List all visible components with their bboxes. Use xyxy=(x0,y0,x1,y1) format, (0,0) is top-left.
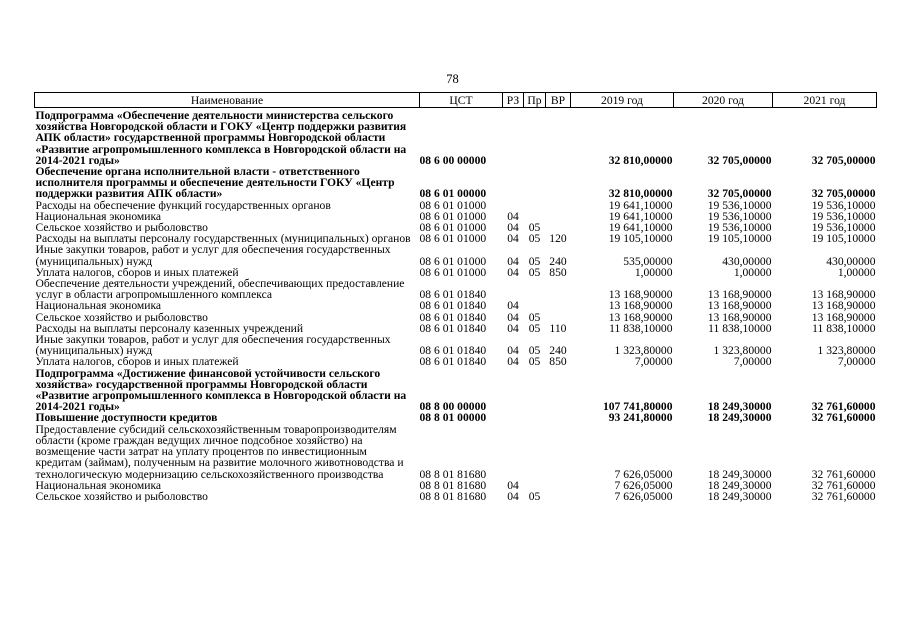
cell-cst: 08 6 01 01840 xyxy=(419,311,487,323)
cell-rz xyxy=(503,200,524,211)
cell-pr xyxy=(524,300,546,311)
cell-name: Повышение доступности кредитов xyxy=(35,412,218,424)
cell-pr: 05 xyxy=(528,233,541,245)
cell-name: Иные закупки товаров, работ и услуг для обеспечения государственных (муниципальных) нужд xyxy=(35,244,391,267)
cell-2021: 13 168,90000 xyxy=(811,311,876,323)
header-pr: Пр xyxy=(524,93,546,108)
table-row xyxy=(35,200,877,211)
cell-name: Обеспечение деятельности учреждений, обеспечивающих предоставление услуг в области агропромышленного комплекса xyxy=(35,278,405,301)
cell-2020: 11 838,10000 xyxy=(708,322,772,335)
cell-2020: 13 168,90000 xyxy=(707,288,772,301)
cell-2019: 7,00000 xyxy=(634,356,673,368)
cell-vr xyxy=(546,412,571,423)
header-2019: 2019 год xyxy=(571,93,674,108)
cell-2021: 13 168,90000 xyxy=(811,288,876,301)
table-row xyxy=(35,211,877,222)
cell-pr xyxy=(524,412,546,423)
cell-pr xyxy=(524,166,546,200)
cell-2020: 13 168,90000 xyxy=(707,311,772,323)
cell-vr: 240 xyxy=(549,344,567,357)
cell-rz: 04 xyxy=(507,222,519,234)
cell-pr: 05 xyxy=(528,222,541,234)
cell-rz: 04 xyxy=(507,254,519,267)
cell-2020: 1 323,80000 xyxy=(713,344,772,357)
cell-name: Подпрограмма «Достижение финансовой устойчивости сельского хозяйства» государственной программы Новгородской области «Развитие агропромышленного комплекса в Новгородской области на 2014-2021 годы» xyxy=(35,367,407,413)
cell-cst: 08 6 01 01000 xyxy=(419,266,487,279)
header-vr: ВР xyxy=(546,93,571,108)
table-row xyxy=(35,491,877,502)
cell-2019: 7 626,05000 xyxy=(614,490,673,503)
cell-rz: 04 xyxy=(507,356,519,368)
cell-vr xyxy=(546,278,571,300)
cell-2019: 1,00000 xyxy=(634,266,673,279)
cell-name: Уплата налогов, сборов и иных платежей xyxy=(35,266,239,279)
cell-name: Сельское хозяйство и рыболовство xyxy=(35,222,208,234)
cell-cst: 08 8 01 81680 xyxy=(419,479,487,491)
table-body xyxy=(35,108,877,503)
cell-cst: 08 8 01 81680 xyxy=(419,467,487,480)
cell-2020: 18 249,30000 xyxy=(707,412,772,424)
cell-2021: 19 536,10000 xyxy=(811,199,876,211)
cell-cst: 08 6 01 01000 xyxy=(419,233,487,245)
cell-2019: 19 105,10000 xyxy=(608,233,673,245)
cell-2019: 32 810,00000 xyxy=(608,153,673,167)
cell-2020: 1,00000 xyxy=(733,266,772,279)
cell-2020: 430,00000 xyxy=(722,254,772,267)
cell-2021: 1 323,80000 xyxy=(817,344,876,357)
cell-cst: 08 6 01 01840 xyxy=(419,356,487,368)
cell-pr: 05 xyxy=(528,311,541,323)
header-name: Наименование xyxy=(35,93,420,108)
table-row xyxy=(35,424,877,480)
header-2021: 2021 год xyxy=(773,93,877,108)
cell-2019: 535,00000 xyxy=(623,254,673,267)
cell-pr: 05 xyxy=(528,322,541,335)
cell-2021: 430,00000 xyxy=(826,254,876,267)
cell-pr: 05 xyxy=(528,266,541,279)
cell-pr: 05 xyxy=(528,254,541,267)
table-row xyxy=(35,356,877,367)
cell-2021: 19 536,10000 xyxy=(811,210,876,223)
cell-name: Расходы на выплаты персоналу казенных учреждений xyxy=(35,322,304,335)
cell-vr: 110 xyxy=(549,322,567,335)
cell-rz: 04 xyxy=(507,479,519,491)
cell-2019: 7 626,05000 xyxy=(614,467,673,480)
cell-2020: 7,00000 xyxy=(733,356,772,368)
cell-name: Национальная экономика xyxy=(35,479,162,491)
cell-2019: 7 626,05000 xyxy=(614,479,673,491)
cell-rz xyxy=(503,368,524,413)
cell-vr: 240 xyxy=(549,254,567,267)
cell-pr: 05 xyxy=(528,490,541,503)
cell-vr: 120 xyxy=(549,233,567,245)
cell-cst: 08 8 00 00000 xyxy=(419,400,487,413)
cell-cst: 08 6 01 01840 xyxy=(419,344,487,357)
cell-pr: 05 xyxy=(528,356,541,368)
cell-2021: 19 536,10000 xyxy=(811,222,876,234)
cell-2019: 19 641,10000 xyxy=(608,222,673,234)
cell-2019: 1 323,80000 xyxy=(614,344,673,357)
cell-2021: 13 168,90000 xyxy=(811,300,876,312)
cell-2021: 32 761,60000 xyxy=(811,467,876,480)
header-rz: РЗ xyxy=(503,93,524,108)
cell-pr xyxy=(524,480,546,491)
cell-2020: 32 705,00000 xyxy=(707,187,772,200)
cell-2021: 7,00000 xyxy=(837,356,876,368)
cell-pr: 05 xyxy=(528,344,541,357)
cell-pr xyxy=(524,200,546,211)
table-row xyxy=(35,222,877,233)
cell-2021: 32 761,60000 xyxy=(811,479,876,491)
header-2020: 2020 год xyxy=(674,93,773,108)
cell-cst: 08 8 01 00000 xyxy=(419,412,487,424)
table-row xyxy=(35,108,877,167)
cell-rz: 04 xyxy=(507,233,519,245)
cell-vr xyxy=(546,222,571,233)
cell-2020: 18 249,30000 xyxy=(707,467,772,480)
cell-rz: 04 xyxy=(507,210,519,223)
table-row xyxy=(35,267,877,278)
cell-2021: 11 838,10000 xyxy=(812,322,876,335)
header-cst: ЦСТ xyxy=(420,93,503,108)
cell-vr xyxy=(546,166,571,200)
cell-cst: 08 6 00 00000 xyxy=(419,153,487,167)
cell-pr xyxy=(524,278,546,300)
table-row xyxy=(35,480,877,491)
table-row xyxy=(35,323,877,334)
cell-name: Сельское хозяйство и рыболовство xyxy=(35,311,208,323)
cell-2019: 19 641,10000 xyxy=(608,210,673,223)
cell-2021: 32 705,00000 xyxy=(811,153,876,167)
cell-2020: 13 168,90000 xyxy=(707,300,772,312)
cell-rz xyxy=(503,412,524,423)
budget-table xyxy=(34,92,877,502)
cell-2020: 18 249,30000 xyxy=(707,400,772,413)
table-row xyxy=(35,244,877,266)
cell-2020: 19 105,10000 xyxy=(707,233,772,245)
cell-2019: 13 168,90000 xyxy=(608,311,673,323)
table-row xyxy=(35,312,877,323)
cell-pr xyxy=(524,424,546,480)
cell-name: Сельское хозяйство и рыболовство xyxy=(35,490,208,503)
table-row xyxy=(35,300,877,311)
cell-2019: 93 241,80000 xyxy=(608,412,673,424)
cell-rz xyxy=(503,278,524,300)
cell-cst: 08 8 01 81680 xyxy=(419,490,487,503)
table-row xyxy=(35,334,877,356)
cell-2019: 13 168,90000 xyxy=(608,300,673,312)
cell-2020: 19 536,10000 xyxy=(707,222,772,234)
cell-2021: 32 761,60000 xyxy=(811,412,876,424)
table-row xyxy=(35,368,877,413)
cell-rz: 04 xyxy=(507,311,519,323)
cell-vr xyxy=(546,480,571,491)
cell-rz: 04 xyxy=(507,266,519,279)
cell-vr xyxy=(546,368,571,413)
page-number: 78 xyxy=(446,72,459,86)
table-header xyxy=(35,93,877,108)
cell-vr xyxy=(546,491,571,502)
cell-2020: 18 249,30000 xyxy=(707,479,772,491)
cell-pr xyxy=(524,108,546,167)
cell-name: Обеспечение органа исполнительной власти - ответственного исполнителя программы и обеспечение деятельности ГОКУ «Центр поддержки развития АПК области» xyxy=(35,166,395,200)
cell-name: Подпрограмма «Обеспечение деятельности министерства сельского хозяйства Новгородской области и ГОКУ «Центр поддержки развития АПК области» государственной программы Новгородской области «Развитие агропромышленного комплекса в Новгородской области на 2014-2021 годы» xyxy=(35,109,407,167)
cell-vr: 850 xyxy=(549,266,567,279)
cell-rz: 04 xyxy=(507,490,519,503)
table-row xyxy=(35,412,877,423)
cell-name: Расходы на выплаты персоналу государственных (муниципальных) органов xyxy=(35,233,411,245)
cell-2019: 107 741,80000 xyxy=(602,400,673,413)
cell-name: Иные закупки товаров, работ и услуг для обеспечения государственных (муниципальных) нужд xyxy=(35,334,391,357)
cell-cst: 08 6 01 01840 xyxy=(419,300,487,312)
cell-name: Предоставление субсидий сельскохозяйственным товаропроизводителям области (кроме граждан ведущих личное подсобное хозяйство) на возмещение части затрат на уплату процентов по инвестиционным кредитам (займам), полученным на развитие молочного животноводства и технологическую модернизацию сельскохозяйственного производства xyxy=(35,423,404,480)
cell-2019: 11 838,10000 xyxy=(609,322,673,335)
cell-vr xyxy=(546,108,571,167)
cell-pr xyxy=(524,211,546,222)
cell-2021: 1,00000 xyxy=(837,266,876,279)
cell-name: Уплата налогов, сборов и иных платежей xyxy=(35,356,239,368)
cell-name: Национальная экономика xyxy=(35,210,162,223)
table-row xyxy=(35,278,877,300)
cell-rz: 04 xyxy=(507,344,519,357)
cell-cst: 08 6 01 01000 xyxy=(419,199,487,211)
cell-rz xyxy=(503,108,524,167)
cell-vr xyxy=(546,200,571,211)
cell-cst: 08 6 01 01000 xyxy=(419,254,487,267)
cell-cst: 08 6 01 01840 xyxy=(419,288,487,301)
cell-2019: 13 168,90000 xyxy=(608,288,673,301)
cell-2021: 32 761,60000 xyxy=(811,490,876,503)
cell-vr xyxy=(546,300,571,311)
cell-name: Национальная экономика xyxy=(35,300,162,312)
cell-2020: 32 705,00000 xyxy=(707,153,772,167)
cell-2020: 19 536,10000 xyxy=(707,210,772,223)
table-row xyxy=(35,166,877,200)
cell-vr: 850 xyxy=(549,356,567,368)
cell-rz: 04 xyxy=(507,322,519,335)
cell-2020: 18 249,30000 xyxy=(707,490,772,503)
cell-cst: 08 6 01 01000 xyxy=(419,222,487,234)
cell-rz xyxy=(503,166,524,200)
cell-rz: 04 xyxy=(507,300,519,312)
cell-2019: 32 810,00000 xyxy=(608,187,673,200)
cell-vr xyxy=(546,211,571,222)
cell-cst: 08 6 01 01000 xyxy=(419,210,487,223)
cell-cst: 08 6 01 00000 xyxy=(419,187,487,200)
cell-2019: 19 641,10000 xyxy=(608,199,673,211)
cell-cst: 08 6 01 01840 xyxy=(419,322,487,335)
header-row xyxy=(35,93,877,108)
cell-vr xyxy=(546,312,571,323)
cell-2021: 32 761,60000 xyxy=(811,400,876,413)
cell-rz xyxy=(503,424,524,480)
cell-2021: 19 105,10000 xyxy=(811,233,876,245)
cell-2021: 32 705,00000 xyxy=(811,187,876,200)
cell-pr xyxy=(524,368,546,413)
table-row xyxy=(35,233,877,244)
cell-2020: 19 536,10000 xyxy=(707,199,772,211)
cell-vr xyxy=(546,424,571,480)
cell-name: Расходы на обеспечение функций государственных органов xyxy=(35,199,331,211)
